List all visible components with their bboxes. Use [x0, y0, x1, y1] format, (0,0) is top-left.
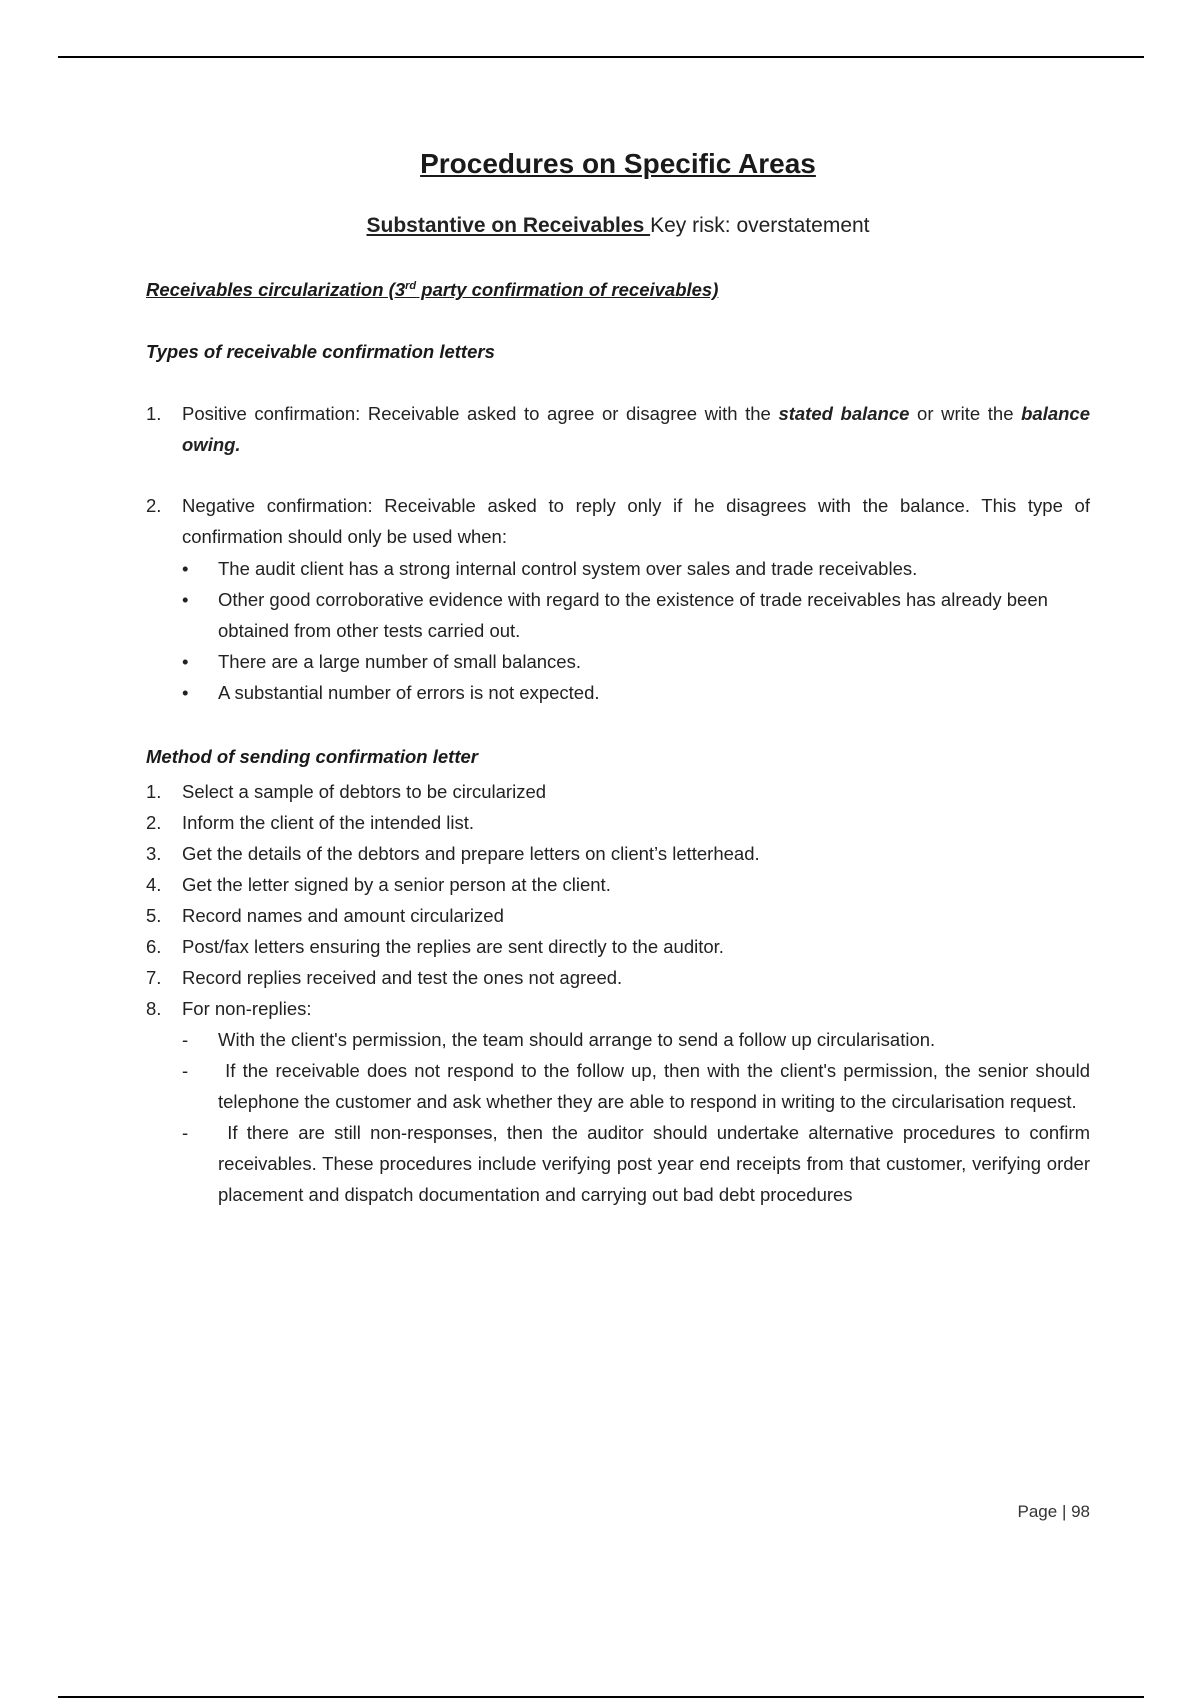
circularization-heading: Receivables circularization (3rd party confirmation of receivables): [146, 279, 719, 300]
dash-marker: -: [182, 1029, 189, 1050]
list-item: 2. Inform the client of the intended list.: [146, 812, 475, 833]
page-subtitle: [146, 214, 1090, 238]
bullet-icon: •: [182, 589, 189, 610]
list-item: 5. Record names and amount circularized: [146, 905, 504, 926]
non-replies-list: [182, 1024, 1096, 1210]
negative-conditions-list: [182, 553, 1090, 708]
list-item: 4. Get the letter signed by a senior person at the client.: [146, 874, 611, 895]
list-item: • Other good corroborative evidence with regard to the existence of trade receivables has already been obtained from other tests carried out.: [182, 584, 1090, 646]
list-item: • The audit client has a strong internal control system over sales and trade receivables.: [182, 553, 1090, 584]
method-steps-list: [146, 776, 1090, 1024]
dash-marker: -: [182, 1122, 189, 1143]
list-item: 7. Record replies received and test the ones not agreed.: [146, 967, 623, 988]
type-item-positive: 1. Positive confirmation: Receivable asked to agree or disagree with the stated balance or write the balance owing.: [146, 403, 1091, 455]
list-item: 6. Post/fax letters ensuring the replies are sent directly to the auditor.: [146, 936, 724, 957]
bullet-icon: •: [182, 651, 189, 672]
list-item: 3. Get the details of the debtors and prepare letters on client’s letterhead.: [146, 843, 760, 864]
bullet-icon: •: [182, 558, 189, 579]
list-item: - If the receivable does not respond to the follow up, then with the client's permission, the senior should telephone the customer and ask whether they are able to respond in writing to the circularisation request.: [182, 1055, 1090, 1117]
bottom-rule: [58, 1696, 1144, 1698]
types-heading: Types of receivable confirmation letters: [146, 341, 495, 362]
list-item: • There are a large number of small balances.: [182, 646, 1090, 677]
list-item: • A substantial number of errors is not expected.: [182, 677, 1090, 708]
page-title: Procedures on Specific Areas: [420, 148, 816, 179]
subtitle-rest: Key risk: overstatement: [650, 214, 870, 237]
type-item-negative: 2. Negative confirmation: Receivable asked to reply only if he disagrees with the balance. This type of confirmation should only be used when:: [146, 495, 1090, 547]
dash-marker: -: [182, 1060, 189, 1081]
list-item: - If there are still non-responses, then the auditor should undertake alternative procedures to confirm receivables. These procedures include verifying post year end receipts from that customer, verifying order placement and dispatch documentation and carrying out bad debt procedures: [182, 1117, 1090, 1210]
page-number: Page | 98: [1017, 1502, 1090, 1521]
method-heading: Method of sending confirmation letter: [146, 746, 478, 767]
top-rule: [58, 56, 1144, 58]
list-item: 1. Select a sample of debtors to be circularized: [146, 781, 547, 802]
subtitle-bold: Substantive on Receivables: [366, 214, 651, 237]
list-item: - With the client's permission, the team should arrange to send a follow up circularisation.: [182, 1024, 1090, 1055]
bullet-icon: •: [182, 682, 189, 703]
list-item: 8. For non-replies:: [146, 998, 312, 1019]
